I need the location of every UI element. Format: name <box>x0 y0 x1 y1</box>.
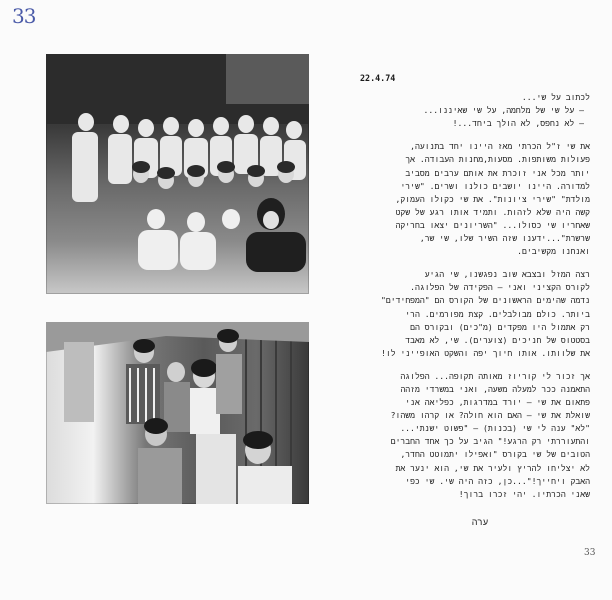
handwritten-page-number: 33 <box>12 4 36 28</box>
text-line: שרשרת"...ידענו שזה השיר שלו, שי שר, <box>419 233 590 244</box>
text-line: למדורה. היינו יושבים כולנו ושרים. "שירי <box>400 180 590 191</box>
group-photo-bottom <box>46 322 309 504</box>
text-line: ואנחנו מקשיבים. <box>517 246 590 257</box>
text-line: בסטטוס של חניכים (צוערים). שי, לא מאבד <box>405 334 590 345</box>
text-line: רצה המזל ובצבא שוב נפגשנו, שי הגיע <box>424 269 590 280</box>
text-line: התאמנה ככר למעלה משעה, ואני במשרדי מזהה <box>400 383 590 394</box>
intro-line: לכתוב על שי... <box>521 92 590 103</box>
text-line: לא יצליחו להריץ ולעיר את שי, הוא ינער את <box>395 462 590 473</box>
group-photo-top-figures <box>46 54 309 294</box>
text-line: קשה היה שלא לזהות. ותמיד אותו רגע של שקט <box>395 206 590 217</box>
text-line: יותר מכל אני זוכרת את אותם ערבים מסביב <box>405 167 590 178</box>
text-line: אך זכור לי קוריוז מאותה תקופה... הפלוגה <box>400 370 590 381</box>
memorial-letter <box>340 72 590 530</box>
group-photo-top <box>46 54 309 294</box>
paragraph-2 <box>340 268 590 360</box>
paragraph-1 <box>340 140 590 258</box>
letter-date: 22.4.74 <box>360 73 396 83</box>
intro-line: – על שי של מלחמה, על שי שאיננו... <box>423 105 584 116</box>
text-line: לקורס הקציני ואני – הפקידה של הפלוגה. <box>410 282 590 293</box>
text-line: שאחריו שי כסולו... "השריונים יצאו בחריקה <box>395 219 590 230</box>
text-line: רק אתמול היו מפקדים (מ"כים) ובקורס הם <box>410 321 590 332</box>
text-line: והתעוררתי רק הרגע!" הגיב על כך אחד החברים <box>390 436 590 447</box>
intro-line: – לא נחפס, לא הולך ביחד...! <box>452 118 584 129</box>
text-line: שאני הכרתיו. יהי זכרו ברוך! <box>458 488 590 499</box>
text-line: האבק ויחייך!"...כן, כזה היה שי. שי כפי <box>405 475 590 486</box>
paragraph-3 <box>340 370 590 501</box>
text-line: את שלוותו. אותו חיוך יפה והשקט האופייני לו! <box>381 347 590 358</box>
group-photo-bottom-figures <box>46 322 309 504</box>
text-line: שואלת את שי – האם הוא חולה? או קרהו משהו? <box>390 410 590 421</box>
text-line: ביותר. כולם מבולבלים. קצת מפורמים. הרי <box>405 308 590 319</box>
text-line: את שי ז"ל הכרתי מאז היינו יחד בתנועה, <box>410 141 590 152</box>
text-line: הטובים של שי בקורס "ואפילו יתמוטט החדר, <box>400 449 590 460</box>
text-line: מולדת" "שירי ציונות". את שי כקולו העמוק, <box>395 193 590 204</box>
signature: ערה <box>471 517 489 528</box>
text-line: "לא" ענה לי שי (בכנות) – "פשוט ישנתי... <box>400 423 590 434</box>
page-number: 33 <box>584 548 596 558</box>
text-line: פתאום את שי – יורד במדרגות, כפליאה אני <box>405 397 590 408</box>
text-line: נדמה שהימים הראשונים של הקורס הם "המפחידים" <box>381 295 590 306</box>
text-line: פעולות משותפות. מסעות,מחנות העבודה. אך <box>405 154 590 165</box>
